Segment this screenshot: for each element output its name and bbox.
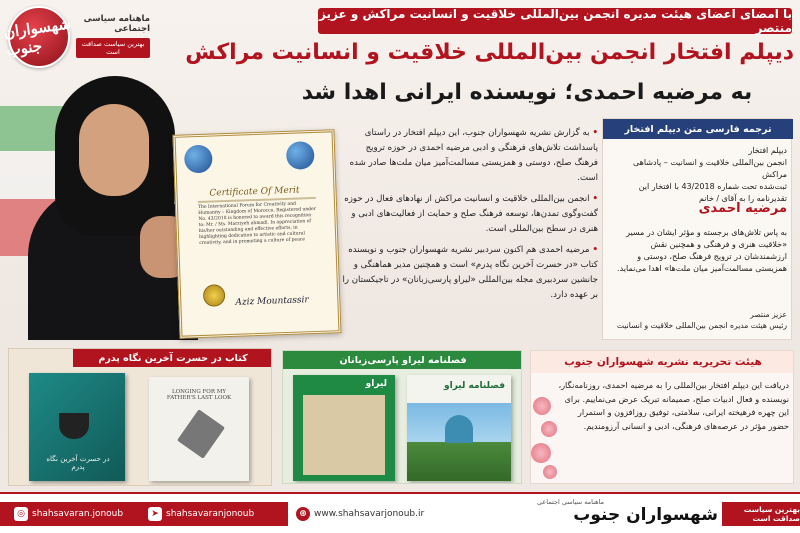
magazine-title: لیراو bbox=[365, 379, 387, 389]
magazine-panel bbox=[282, 350, 522, 484]
signer-title: رئیس هیئت مدیره انجمن بین‌المللی خلاقیت و انسانیت bbox=[616, 321, 787, 330]
pen-icon bbox=[177, 409, 225, 458]
certificate-signature: Aziz Mountassir bbox=[235, 295, 309, 308]
editorial-heading: هیئت تحریریه نشریه شهسواران جنوب bbox=[531, 351, 794, 373]
globe-icon: ⊕ bbox=[296, 507, 310, 521]
article-paragraph: • به گزارش نشریه شهسواران جنوب، این دیپلم افتخار در راستای پاسداشت تلاش‌های فرهنگی و ادبی مرضیه احمدی در حوزه ترویج فرهنگ صلح، دوستی و همزیستی مسالمت‌آمیز میان ملت‌ها صادر شده است. bbox=[340, 126, 598, 186]
website-url: www.shahsavarjonoub.ir bbox=[314, 509, 425, 519]
certificate-text: The International Forum for Creativity and Humanity – Kingdom of Morocco, Registered under No. 43/2018 is honored to award this recognition to: Mr. / Ms. Marziyeh ahmadi. In appreciation of his/her outstanding and effective efforts, in highlighting dedication to artistic and cultural creativity, and in promoting a culture of peace bbox=[197, 201, 317, 247]
translation-box bbox=[602, 118, 792, 340]
logo-subtitle: ماهنامه سیاسی اجتماعی bbox=[83, 14, 150, 34]
logo-slogan: بهترین سیاست صداقت است bbox=[76, 38, 150, 58]
footer-brand-subtitle: ماهنامه سیاسی اجتماعی bbox=[536, 498, 604, 506]
certificate bbox=[172, 129, 341, 339]
footer-telegram[interactable] bbox=[148, 502, 254, 526]
translation-line: ثبت‌شده تحت شماره 43/2018 با افتخار این bbox=[638, 182, 787, 191]
instagram-icon: ◎ bbox=[14, 507, 28, 521]
top-banner: با امضای اعضای هیئت مدیره انجمن بین‌المللی خلاقیت و انسانیت مراکش و عزیز منتصر bbox=[319, 7, 792, 35]
footer-instagram[interactable] bbox=[14, 502, 123, 526]
footer bbox=[0, 492, 800, 533]
magazine-heading: فصلنامه لیراو پارسی‌زبانان bbox=[283, 351, 522, 369]
book-heading: کتاب در حسرت آخرین نگاه پدرم bbox=[73, 349, 272, 367]
magazine-page bbox=[303, 395, 385, 475]
footer-brand bbox=[506, 496, 718, 532]
logo-text: شهسواران جنوب bbox=[3, 14, 73, 60]
editorial-text: دریافت این دیپلم افتخار بین‌المللی را به مرضیه احمدی، روزنامه‌نگار، نویسنده و فعال ادبیات صلح، صمیمانه تبریک عرض می‌نماییم. برای این چهره فرهیخته ایرانی، سلامتی، توفیق روزافزون و استمرار حضور مؤثر در عرصه‌های فرهنگی، ادبی و انسانی آرزومندیم. bbox=[558, 380, 789, 431]
article-paragraph: • انجمن بین‌المللی خلاقیت و انسانیت مراکش از نهادهای فعال در حوزه گفت‌وگوی تمدن‌ها، توسعه فرهنگ صلح و حمایت از فعالیت‌های ادبی و هنری در سطح بین‌المللی است. bbox=[340, 192, 598, 237]
footer-brand-name: شهسواران جنوب bbox=[573, 505, 718, 525]
instagram-handle: shahsavaran.jonoub bbox=[32, 509, 124, 519]
logo bbox=[3, 6, 73, 68]
book-cover-title-english: LONGING FOR MY FATHER'S LAST LOOK bbox=[166, 389, 232, 401]
translation-lines bbox=[609, 145, 787, 205]
magazine-front-title: فصلنامه لیراو bbox=[444, 381, 505, 391]
certificate-title: Certificate Of Merit bbox=[209, 185, 300, 199]
magazine-cover-back bbox=[293, 375, 395, 481]
telegram-icon: ➤ bbox=[148, 507, 162, 521]
translation-signature bbox=[609, 309, 787, 331]
pot-icon bbox=[59, 413, 89, 439]
signer-name: عزیز منتصر bbox=[750, 310, 787, 319]
book-panel bbox=[8, 348, 272, 486]
translation-body: به پاس تلاش‌های برجسته و مؤثر ایشان در مسیر «خلاقیت هنری و فرهنگی و همچنین نقش ارزشمندشان در ترویج فرهنگ صلح، دوستی و همزیستی مسالمت‌آمیز میان ملت‌ها» اهدا می‌نماید. bbox=[617, 228, 787, 273]
book-cover-english bbox=[149, 377, 249, 481]
editorial-panel bbox=[530, 350, 794, 484]
translation-line: دیپلم افتخار bbox=[748, 146, 787, 155]
article-paragraph: • مرضیه احمدی هم اکنون سردبیر نشریه شهسواران جنوب و نویسنده کتاب «در حسرت آخرین نگاه پدرم» است و همچنین مدیر هماهنگی و جانشین سردبیری مجله بین‌المللی «لیراو پارسی‌زبانان» در تاجیکستان را بر عهده دارد. bbox=[340, 243, 598, 303]
seal-icon bbox=[203, 284, 226, 307]
translation-line: تقدیرنامه را به آقای / خانم bbox=[698, 194, 787, 203]
headline-sub: به مرضیه احمدی؛ نویسنده ایرانی اهدا شد bbox=[301, 80, 753, 105]
recipient-name: مرضیه احمدی bbox=[698, 201, 787, 216]
book-cover-title: در حسرت آخرین نگاه پدرم bbox=[46, 455, 110, 471]
footer-slogan: بهترین سیاست صداقت است bbox=[722, 502, 800, 526]
globe-icon bbox=[184, 145, 213, 174]
magazine-cover-front bbox=[407, 375, 511, 481]
translation-line: انجمن بین‌المللی خلاقیت و انسانیت – پادشاهی مراکش bbox=[632, 158, 787, 179]
dome-icon bbox=[445, 415, 473, 443]
article-body bbox=[340, 126, 598, 309]
globe-icon bbox=[286, 141, 315, 170]
headline-main: دیپلم افتخار انجمن بین‌المللی خلاقیت و انسانیت مراکش bbox=[185, 40, 794, 65]
book-cover-persian bbox=[29, 373, 125, 481]
telegram-handle: shahsavaranjonoub bbox=[166, 509, 255, 519]
portrait-face bbox=[79, 104, 149, 196]
footer-website[interactable] bbox=[296, 502, 424, 526]
translation-heading: ترجمه فارسی متن دیپلم افتخار bbox=[603, 119, 793, 139]
logo-block bbox=[0, 0, 150, 76]
